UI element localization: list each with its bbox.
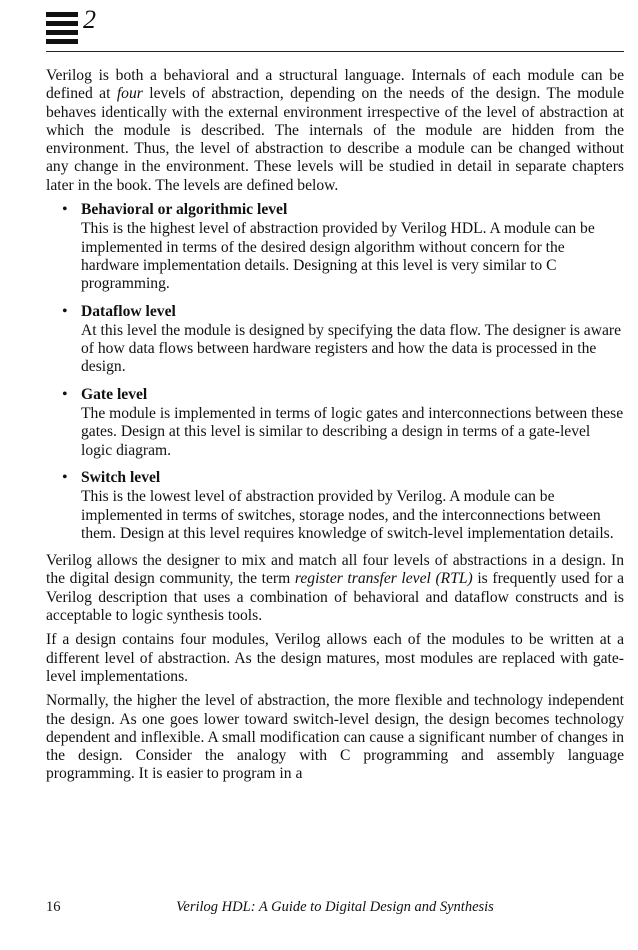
bar <box>46 12 78 17</box>
bar <box>46 39 78 44</box>
intro-paragraph <box>46 67 624 195</box>
bullet-icon: • <box>62 302 68 320</box>
level-title: Dataflow level <box>81 302 176 320</box>
modules-paragraph: If a design contains four modules, Verilog allows each of the modules to be written at a different level of abstraction. As the design matures, most modules are replaced with gate-level implementations. <box>46 631 624 685</box>
rtl-text-rest: is frequently used for a Verilog description that uses a combination of behavioral and dataflow constructs and is acceptable to logic synthesis tools. <box>46 570 624 625</box>
rtl-text: Verilog allows the designer to mix and match all four levels of abstractions in a design. In the digital design community, the term <box>46 552 624 588</box>
abstraction-paragraph: Normally, the higher the level of abstraction, the more flexible and technology independent the design. As one goes lower toward switch-level design, the design becomes technology dependent and inflexible. A small modification can cause a significant number of changes in the design. Consider the analogy with C programming and assembly language programming. It is easier to program in a <box>46 692 624 783</box>
level-title: Switch level <box>81 468 161 486</box>
chapter-number: 2 <box>83 5 96 34</box>
intro-emphasis: four <box>116 85 143 103</box>
level-description: This is the highest level of abstraction provided by Verilog HDL. A module can be implemented in terms of the desired design algorithm without concern for the hardware implementation details. Designing at this level is very similar to C programming. <box>81 220 595 293</box>
level-title: Behavioral or algorithmic level <box>81 201 288 219</box>
level-description: At this level the module is designed by specifying the data flow. The designer is aware of how data flows between hardware registers and how the data is processed in the design. <box>81 321 622 376</box>
page-number: 16 <box>46 899 61 915</box>
bullet-icon: • <box>62 385 68 403</box>
intro-text: Verilog is both a behavioral and a structural language. Internals of each module can be defined at <box>46 67 624 103</box>
list-item <box>46 303 624 377</box>
list-item <box>46 386 624 460</box>
level-description: The module is implemented in terms of logic gates and interconnections between these gates. Design at this level is similar to describing a design in terms of a gate-level logic diagram. <box>81 405 624 459</box>
book-title: Verilog HDL: A Guide to Digital Design and Synthesis <box>176 899 494 915</box>
intro-text-rest: levels of abstraction, depending on the needs of the design. The module behaves identically with the external environment irrespective of the level of abstraction at which the module is described. The internals of the module are hidden from the environment. Thus, the level of abstraction to describe a module can be changed without any change in the environment. These levels will be studied in detail in separate chapters later in the book. The levels are defined below. <box>46 85 624 194</box>
chapter-bars-icon <box>46 12 78 46</box>
level-title: Gate level <box>81 385 148 403</box>
rtl-emphasis: register transfer level (RTL) <box>294 570 473 588</box>
bullet-icon: • <box>62 468 68 486</box>
header-rule <box>46 51 624 52</box>
page-content <box>46 67 624 790</box>
level-description: This is the lowest level of abstraction provided by Verilog. A module can be implemented in terms of switches, storage nodes, and the interconnections between them. Design at this level requires knowledge of switch-level implementation details. <box>81 488 614 542</box>
bar <box>46 30 78 35</box>
list-item <box>46 469 624 543</box>
bar <box>46 21 78 26</box>
rtl-paragraph <box>46 552 624 625</box>
list-item <box>46 201 624 293</box>
bullet-icon: • <box>62 201 68 219</box>
